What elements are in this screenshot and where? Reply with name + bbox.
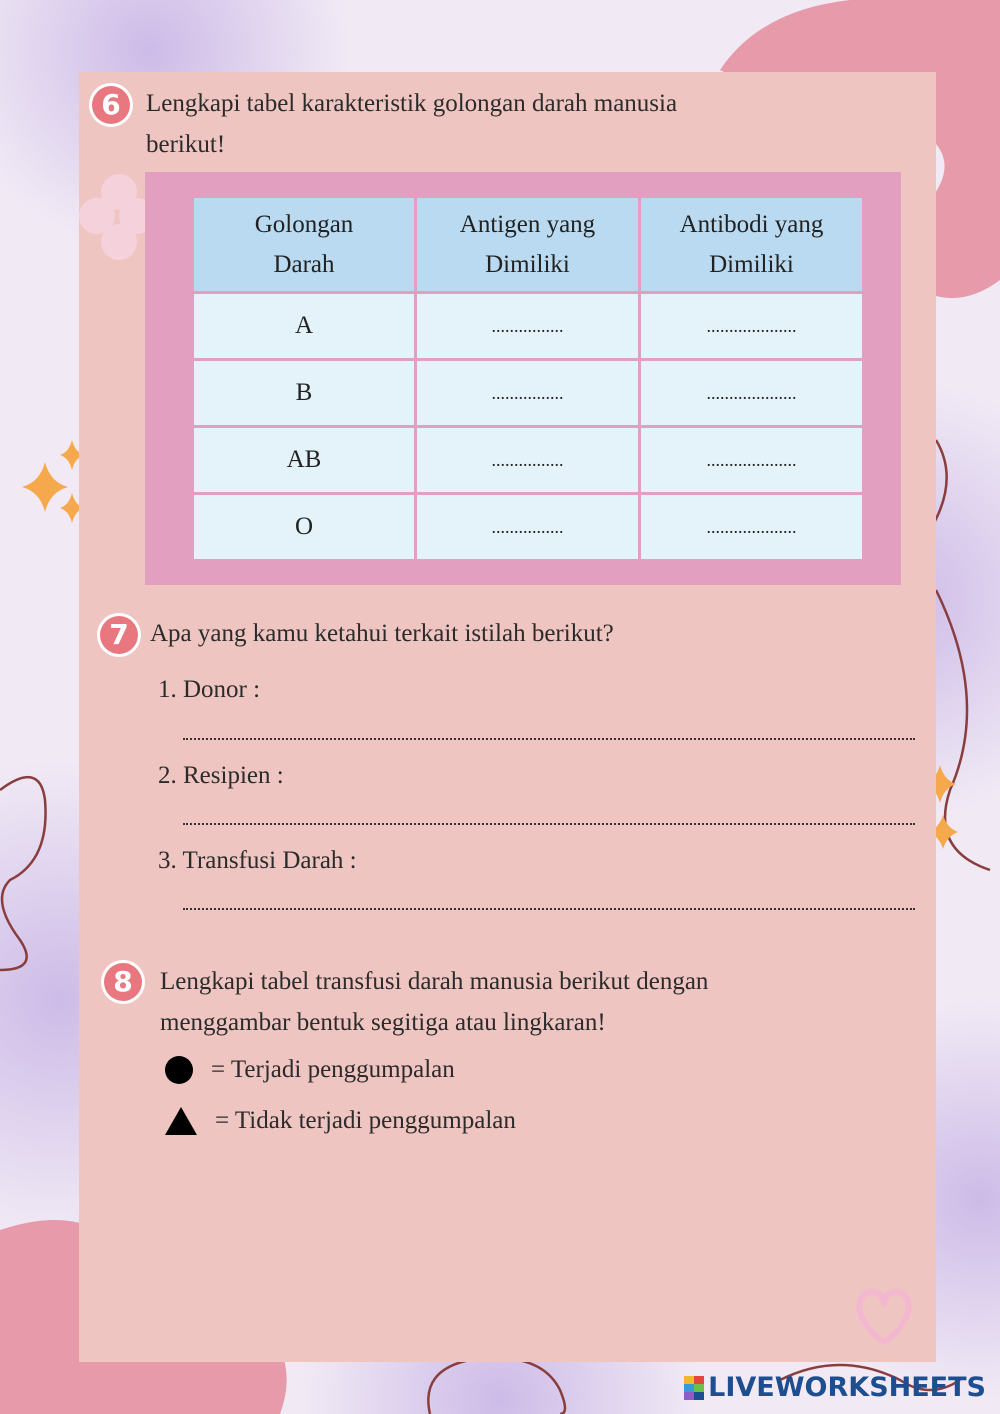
question-8-text-line2: menggambar bentuk segitiga atau lingkaran! <box>160 1009 606 1036</box>
term-resipien-label: 2. Resipien : <box>158 762 284 789</box>
triangle-icon <box>165 1107 197 1135</box>
legend-circle-text: = Terjadi penggumpalan <box>211 1056 455 1083</box>
legend-circle-row <box>165 1056 455 1084</box>
question-6-number-badge: 6 <box>92 86 130 124</box>
legend-triangle-row <box>165 1107 516 1135</box>
blood-type-cell: AB <box>194 428 414 492</box>
circle-icon <box>165 1056 193 1084</box>
liveworksheets-logo[interactable] <box>684 1372 986 1403</box>
term-transfusi-label: 3. Transfusi Darah : <box>158 847 357 874</box>
table-header-cell: Antigen yang Dimiliki <box>417 198 638 291</box>
liveworksheets-text: LIVEWORKSHEETS <box>708 1372 986 1403</box>
question-7-text: Apa yang kamu ketahui terkait istilah berikut? <box>150 620 614 647</box>
blood-type-cell: A <box>194 294 414 358</box>
donor-answer-line[interactable] <box>183 738 915 740</box>
antigen-answer-field[interactable]: ................ <box>417 294 638 358</box>
antigen-answer-field[interactable]: ................ <box>417 428 638 492</box>
question-6-text-line1: Lengkapi tabel karakteristik golongan darah manusia <box>146 90 678 117</box>
question-6-text-line2: berikut! <box>146 131 226 158</box>
liveworksheets-icon <box>684 1376 704 1400</box>
antigen-answer-field[interactable]: ................ <box>417 361 638 425</box>
blood-type-cell: O <box>194 495 414 559</box>
blood-type-cell: B <box>194 361 414 425</box>
table-header-cell: Antibodi yang Dimiliki <box>641 198 862 291</box>
antibodi-answer-field[interactable]: .................... <box>641 294 862 358</box>
antibodi-answer-field[interactable]: .................... <box>641 428 862 492</box>
resipien-answer-line[interactable] <box>183 823 915 825</box>
question-7-number-badge: 7 <box>100 616 138 654</box>
question-8-number-badge: 8 <box>104 963 142 1001</box>
legend-triangle-text: = Tidak terjadi penggumpalan <box>215 1107 516 1134</box>
table-header-cell: Golongan Darah <box>194 198 414 291</box>
antibodi-answer-field[interactable]: .................... <box>641 361 862 425</box>
antigen-answer-field[interactable]: ................ <box>417 495 638 559</box>
antibodi-answer-field[interactable]: .................... <box>641 495 862 559</box>
term-donor-label: 1. Donor : <box>158 676 261 703</box>
transfusi-answer-line[interactable] <box>183 908 915 910</box>
heart-icon <box>849 1282 919 1352</box>
question-8-text-line1: Lengkapi tabel transfusi darah manusia berikut dengan <box>160 968 709 995</box>
blood-type-table <box>194 198 860 559</box>
